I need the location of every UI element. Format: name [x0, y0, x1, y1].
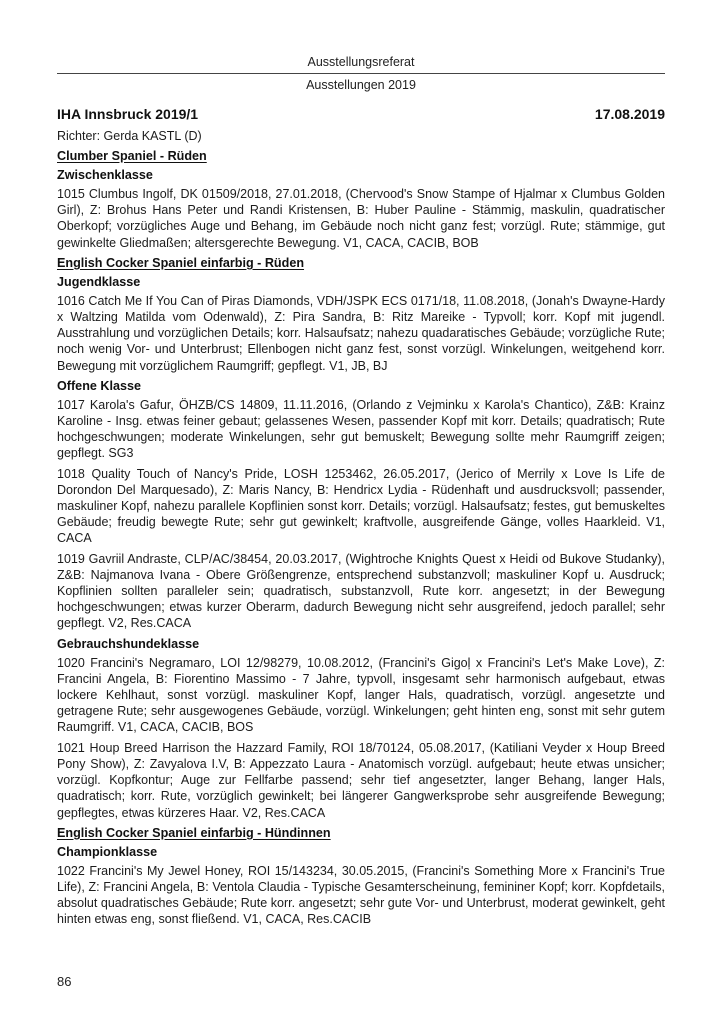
header-rule: [57, 73, 665, 74]
breed-heading: Clumber Spaniel - Rüden: [57, 149, 207, 163]
judge-line: Richter: Gerda KASTL (D): [57, 129, 202, 143]
entry-paragraph: 1020 Francini's Negramaro, LOI 12/98279, 10.08.2012, (Francini's Gigoļ x Francini's Let's Make Love), Z: Francini Angela, B: Fiorentino Massimo - 7 Jahre, typvoll, insgesamt sehr harmonisch aufgebaut, etwas lockere Kehlhaut, sonst vorzügl. maskuliner Kopf, langer Hals, quadratisch, vorzügl. angesetzte und getragene Rute; sehr ausgewogenes Gebäude, vorzügl. Winkelungen; geht hinten eng, sonst mit sehr gutem Raumgriff. V1, CACA, CACIB, BOS: [57, 655, 665, 735]
show-title-row: [57, 105, 665, 123]
entry-paragraph: 1022 Francini's My Jewel Honey, ROI 15/143234, 30.05.2015, (Francini's Something More x Francini's True Life), Z: Francini Angela, B: Ventola Claudia - Typische Gesamterscheinung, femininer Kopf; korr. Kopfdetails, absolut quadratisches Gebäude; Rute korr. angesetzt; sehr gute Vor- und Unterbrust, moderat gewinkelt, geht hinten etwas eng, sonst fließend. V1, CACA, Res.CACIB: [57, 863, 665, 927]
page-number: 86: [57, 974, 72, 989]
class-heading: Gebrauchshundeklasse: [57, 636, 200, 651]
entry-paragraph: 1016 Catch Me If You Can of Piras Diamonds, VDH/JSPK ECS 0171/18, 11.08.2018, (Jonah's Dwayne-Hardy x Waltzing Matilda vom Odenwald), Z: Pira Sandra, B: Ritz Mareike - Typvoll; korr. Kopf mit jugendl. Ausstrahlung und vorzüglichen Details; korr. Halsaufsatz; nahezu quadaratisches Gebäude; vorzügliche Rute; noch wenig Vor- und Unterbrust; Ellenbogen nicht ganz fest, sonst vorzügl. Winkelungen, weitgehend korr. Bewegung mit vorzüglichem Raumgriff; gepflegt. V1, JB, BJ: [57, 293, 665, 373]
running-header-line1: Ausstellungsreferat: [307, 55, 415, 69]
running-header-line2: Ausstellungen 2019: [306, 78, 416, 92]
class-heading: Zwischenklasse: [57, 168, 153, 182]
show-title: IHA Innsbruck 2019/1: [57, 106, 199, 122]
breed-heading: English Cocker Spaniel einfarbig - Hündinnen: [57, 825, 331, 840]
class-heading: Offene Klasse: [57, 378, 141, 393]
entry-paragraph: 1021 Houp Breed Harrison the Hazzard Family, ROI 18/70124, 05.08.2017, (Katiliani Veyder x Houp Breed Pony Show), Z: Zavyalova I.V, B: Appezzato Laura - Anatomisch vorzügl. aufgebaut; heute etwas unsicher; vorzügl. Kopfkontur; Auge zur Fellfarbe passend; sehr tief angesetzter, langer Behang, langer Hals, quadratisch; korr. Rute, vorzüglich gewinkelt; bei längerer Gangwerksprobe sehr ausgreifende Bewegung; gepflegtes, etwas kürzeres Haar. V2, Res.CACA: [57, 740, 665, 820]
entry-paragraph: 1015 Clumbus Ingolf, DK 01509/2018, 27.01.2018, (Chervood's Snow Stampe of Hjalmar x Clumbus Golden Girl), Z: Brohus Hans Peter und Randi Kristensen, B: Huber Pauline - Stämmig, maskulin, quadratischer Oberkopf; vorzügliches Auge und Behang, im Gebäude noch nicht ganz fest; vorzügl. Rute; stämmige, gut gewinkelte Gliedmaßen; altersgerechte Bewegung. V1, CACA, CACIB, BOB: [57, 187, 665, 250]
breed-heading: English Cocker Spaniel einfarbig - Rüden: [57, 255, 305, 270]
class-heading: Jugendklasse: [57, 274, 141, 289]
report-page: [57, 54, 665, 932]
class-heading: Championklasse: [57, 844, 158, 859]
entry-paragraph: 1017 Karola's Gafur, ÖHZB/CS 14809, 11.11.2016, (Orlando z Vejminku x Karola's Chantico), Z&B: Krainz Karoline - Insg. etwas feiner gebaut; gelassenes Wesen, passender Kopf mit korr. Details; quadratisch; Rute hochgeschwungen; moderate Winkelungen, sehr gut bemuskelt; Bewegung sollte mehr Raumgriff zeigen; gepflegt. SG3: [57, 397, 665, 461]
entry-paragraph: 1019 Gavriil Andraste, CLP/AC/38454, 20.03.2017, (Wightroche Knights Quest x Heidi od Bukove Studanky), Z&B: Najmanova Ivana - Obere Größengrenze, entsprechend substanzvoll; maskuliner Kopf u. Ausdruck; Kopflinien sollten paralleler sein; quadratisch, substanzvoll, Rute korr. angesetzt; in der Bewegung hochgeschwungen; etwas kurzer Oberarm, dadurch Bewegung nicht sehr ausgreifend, jedoch parallel; sehr gepflegt. V2, Res.CACA: [57, 551, 665, 631]
entry-paragraph: 1018 Quality Touch of Nancy's Pride, LOSH 1253462, 26.05.2017, (Jerico of Merrily x Love Is Life de Dorondon Del Marquesado), Z: Maris Nancy, B: Hendricx Lydia - Rüdenhaft und ausdrucksvoll; passender, maskuliner Kopf, nahezu parallele Kopflinien sonst korr. Details; vorzügl. Halsaufsatz; festes, gut bemuskeltes Gebäude; freudig bewegte Rute; sehr gut gewinkelt; kraftvolle, ausgreifende Gänge, volles Haarkleid. V1, CACA: [57, 466, 665, 546]
show-date: 17.08.2019: [594, 106, 665, 122]
